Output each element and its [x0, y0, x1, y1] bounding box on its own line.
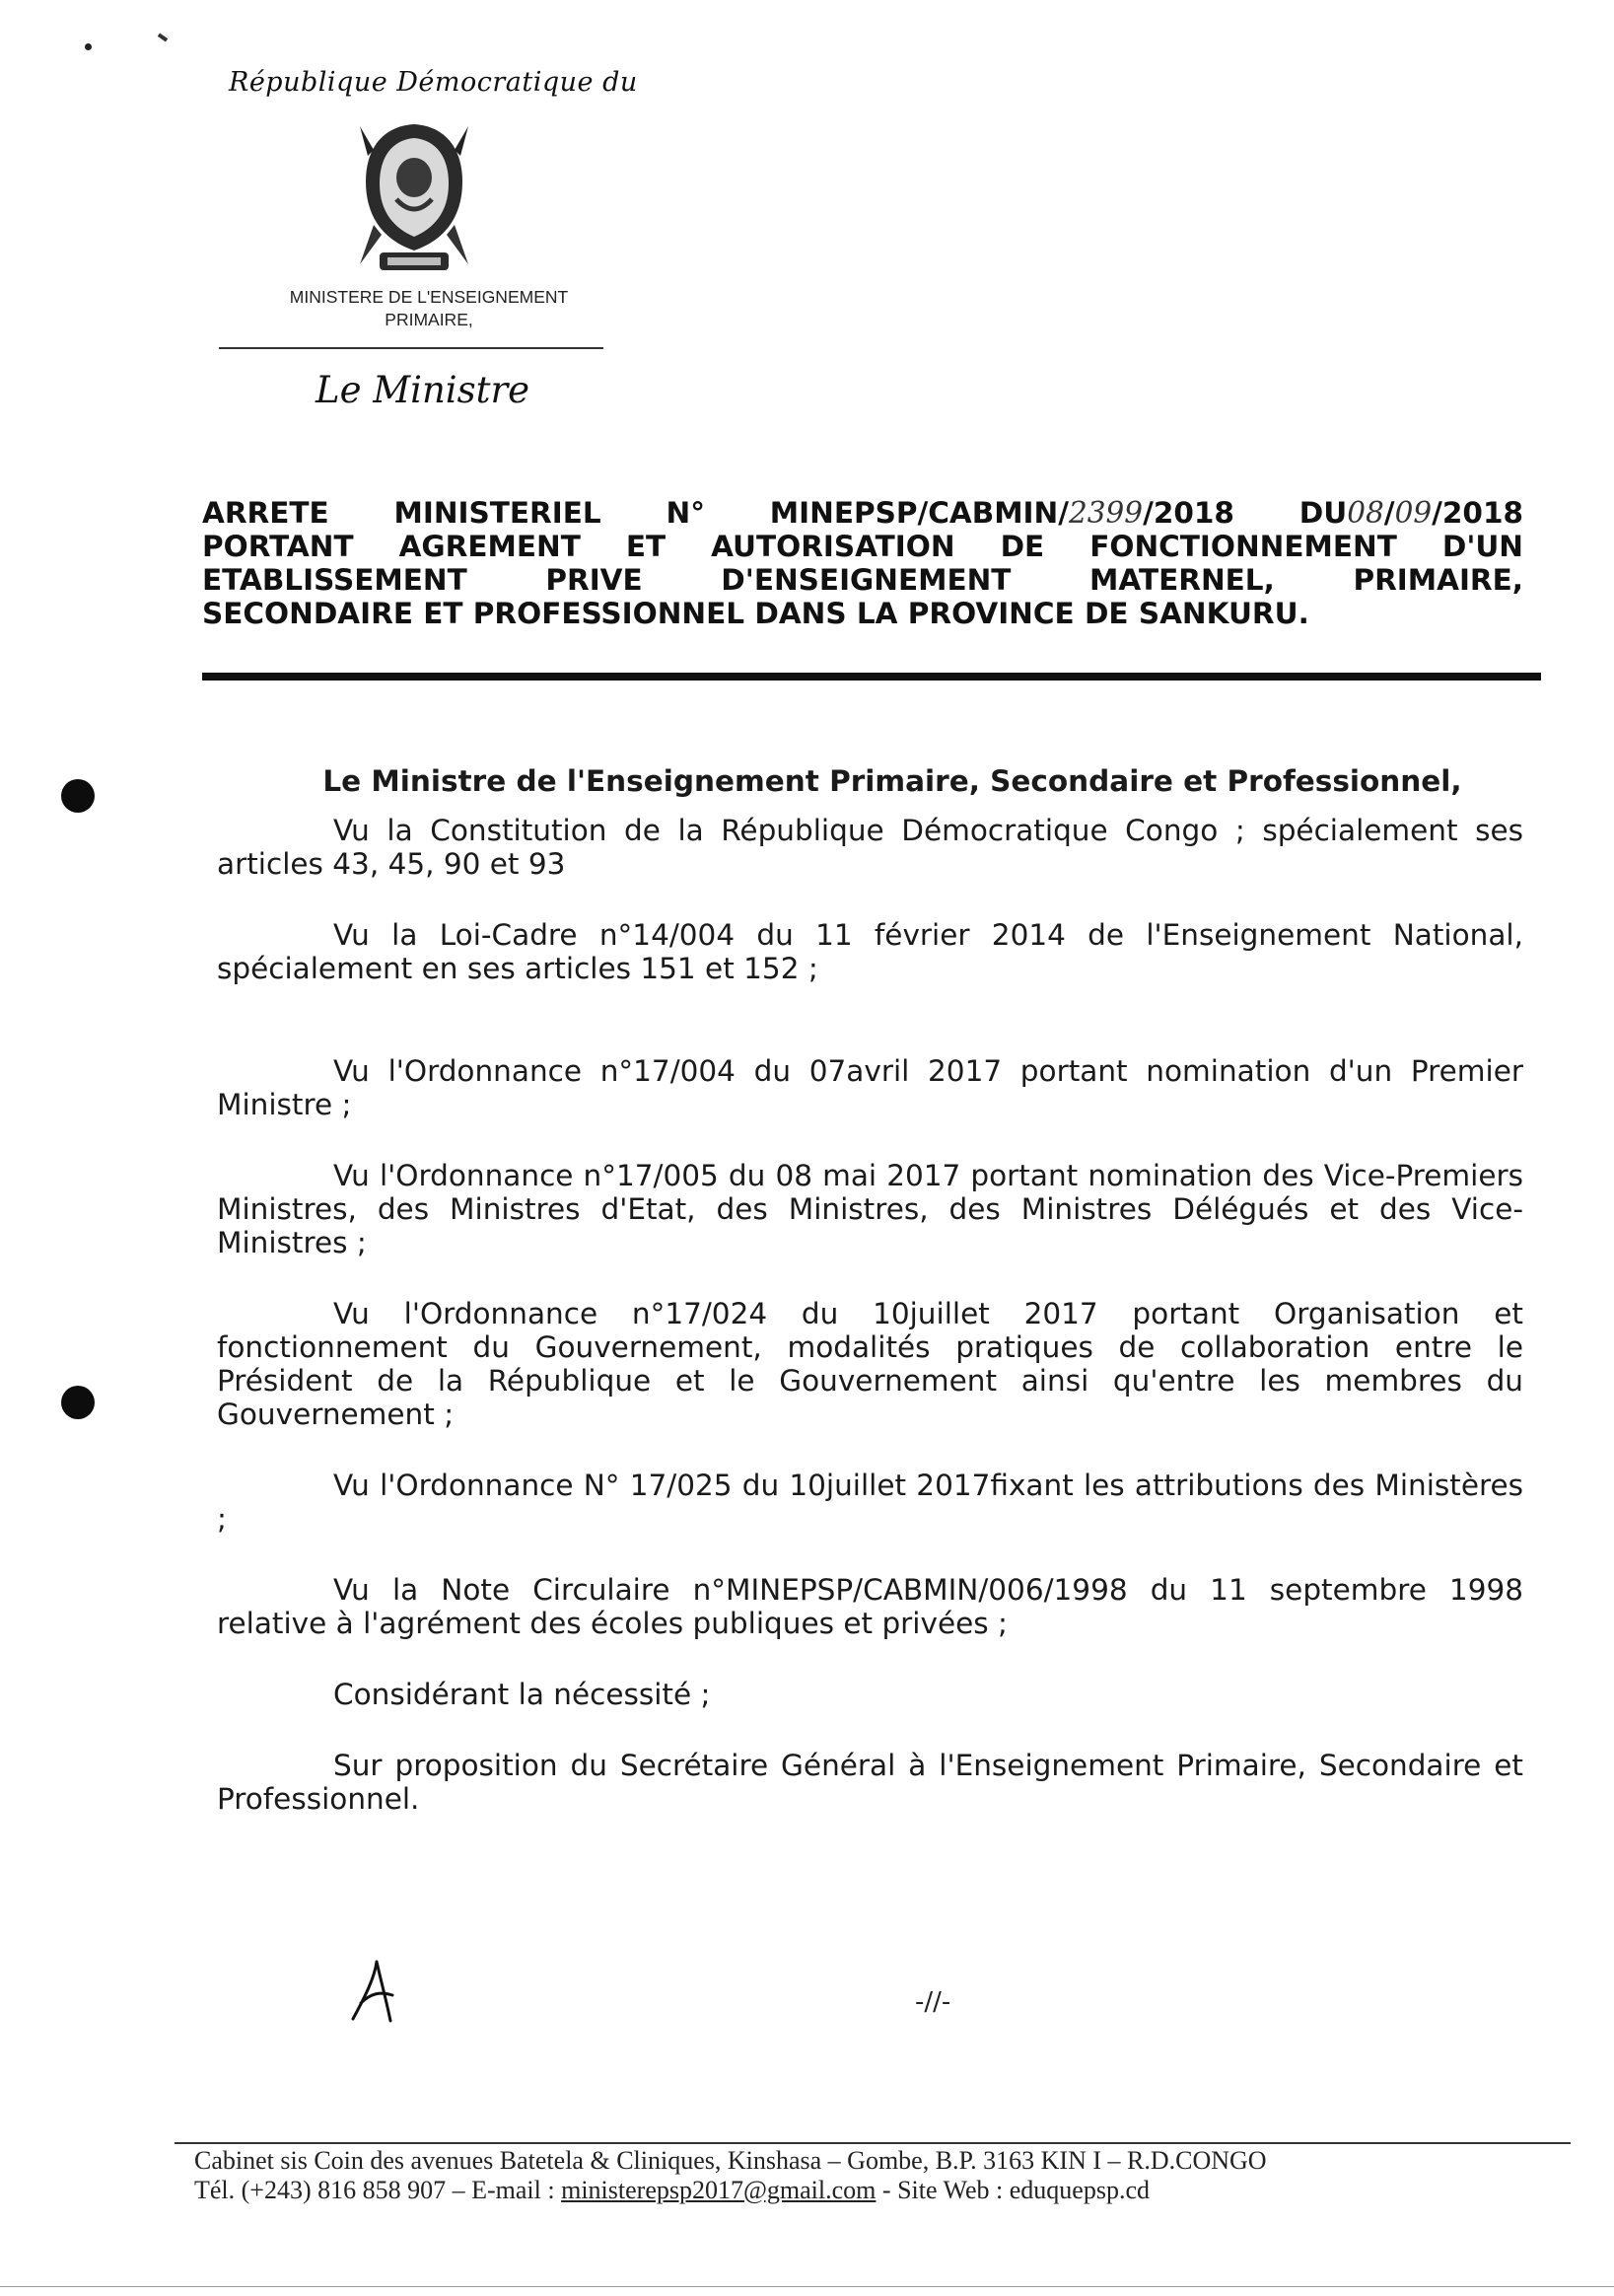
minister-signature-title: Le Ministre [316, 369, 530, 411]
scan-speck [85, 43, 92, 50]
sur-proposition: Sur proposition du Secrétaire Général à l'Enseignement Primaire, Secondaire et Professionnel. [217, 1749, 1523, 1816]
title-line-4: SECONDAIRE ET PROFESSIONNEL DANS LA PROVINCE DE SANKURU. [202, 597, 1309, 630]
page-continuation-mark: -//- [915, 1987, 951, 2017]
ministry-name [177, 286, 680, 331]
considerant-ordonnance-17-004: Vu l'Ordonnance n°17/004 du 07avril 2017 portant nomination d'un Premier Ministre ; [217, 1054, 1523, 1121]
decree-body [217, 764, 1523, 1816]
coat-of-arms-emblem [352, 116, 476, 278]
republic-heading: République Démocratique du [229, 67, 638, 98]
handwritten-day: 08 [1347, 496, 1384, 530]
footer-divider [175, 2142, 1571, 2144]
punch-hole [61, 779, 95, 813]
scan-bottom-edge [0, 2286, 1614, 2287]
scan-speck [158, 33, 168, 41]
considerant-ordonnance-17-025: Vu l'Ordonnance N° 17/025 du 10juillet 2017fixant les attributions des Ministères ; [217, 1469, 1523, 1536]
handwritten-decree-number: 2399 [1069, 496, 1144, 530]
decree-title [202, 496, 1523, 630]
title-line-1: ARRETE MINISTERIEL N° MINEPSP/CABMIN/2399/2018 DU08/09/2018 [202, 496, 1524, 530]
punch-hole [61, 1386, 95, 1419]
handwritten-month: 09 [1394, 496, 1433, 530]
ministry-line-1: MINISTERE DE L'ENSEIGNEMENT [289, 287, 569, 307]
handwritten-initials [347, 1958, 406, 2027]
considerant-ordonnance-17-005: Vu l'Ordonnance n°17/005 du 08 mai 2017 portant nomination des Vice-Premiers Ministres, des Ministres d'Etat, des Ministres, des Ministres Délégués et des Vice-Ministres ; [217, 1159, 1523, 1259]
considerant-ordonnance-17-024: Vu l'Ordonnance n°17/024 du 10juillet 2017 portant Organisation et fonctionnement du Gouvernement, modalités pratiques de collaboration entre le Président de la République et le Gouvernement ainsi qu'entre les membres du Gouvernement ; [217, 1297, 1523, 1431]
title-line-3: ETABLISSEMENT PRIVE D'ENSEIGNEMENT MATERNEL, PRIMAIRE, [202, 563, 1523, 597]
header-divider [219, 347, 603, 349]
considerant-note-circulaire: Vu la Note Circulaire n°MINEPSP/CABMIN/006/1998 du 11 septembre 1998 relative à l'agrément des écoles publiques et privées ; [217, 1573, 1523, 1640]
footer [194, 2146, 1267, 2205]
considerant-necessite: Considérant la nécessité ; [333, 1678, 711, 1711]
title-line-2: PORTANT AGREMENT ET AUTORISATION DE FONCTIONNEMENT D'UN [202, 530, 1523, 563]
footer-email-link[interactable]: ministerepsp2017@gmail.com [561, 2176, 877, 2204]
considerant-constitution: Vu la Constitution de la République Démocratique Congo ; spécialement ses articles 43, 45, 90 et 93 [217, 814, 1523, 881]
footer-contact: Tél. (+243) 816 858 907 – E-mail : ministerepsp2017@gmail.com - Site Web : eduquepsp.cd [194, 2176, 1151, 2204]
footer-address: Cabinet sis Coin des avenues Batetela & Cliniques, Kinshasa – Gombe, B.P. 3163 KIN I – R.D.CONGO [194, 2146, 1267, 2175]
preamble: Le Ministre de l'Enseignement Primaire, Secondaire et Professionnel, [322, 764, 1462, 798]
ministry-line-2: PRIMAIRE, [385, 310, 473, 329]
considerant-loi-cadre: Vu la Loi-Cadre n°14/004 du 11 février 2014 de l'Enseignement National, spécialement en ses articles 151 et 152 ; [217, 918, 1523, 985]
title-divider [202, 673, 1541, 681]
